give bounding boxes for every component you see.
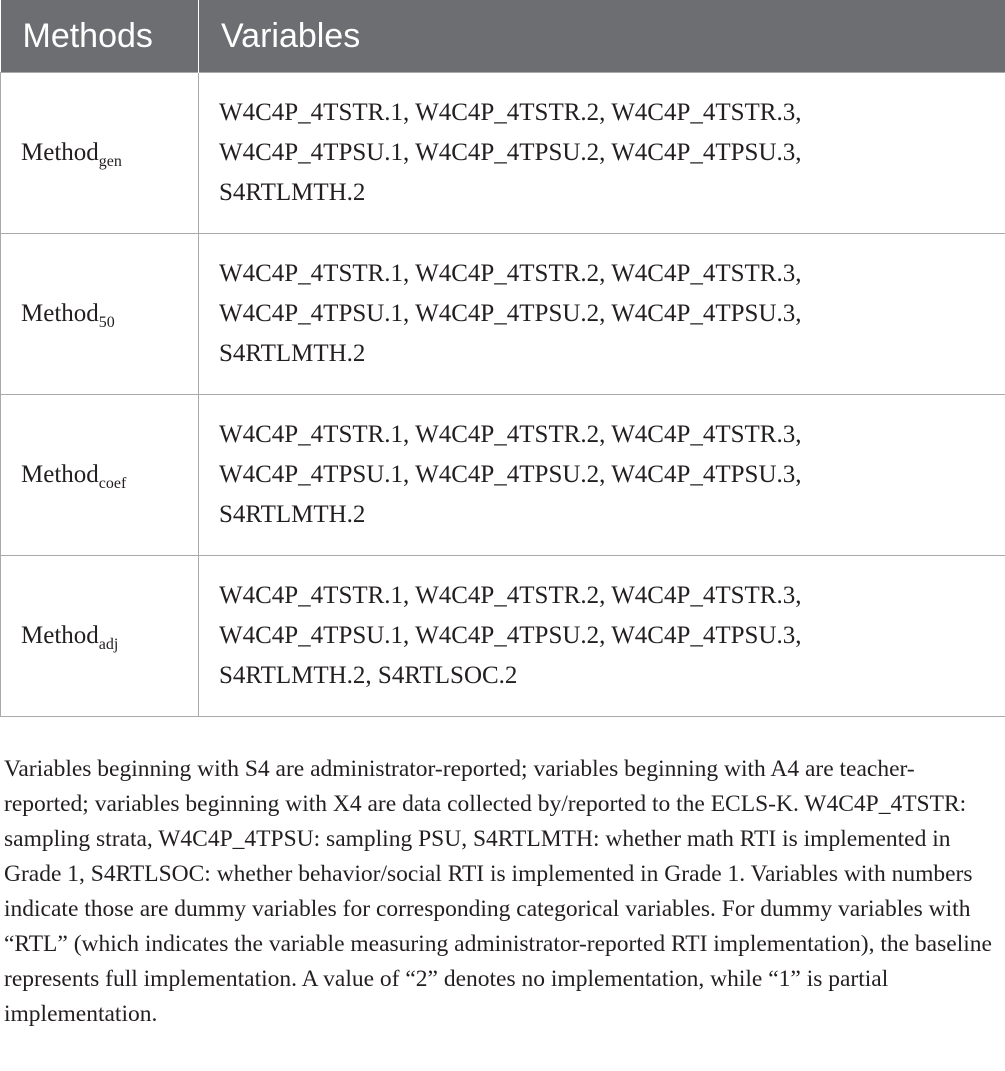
variables-line: W4C4P_4TPSU.1, W4C4P_4TPSU.2, W4C4P_4TPSU.3, <box>219 300 802 327</box>
method-name: Method <box>21 461 99 488</box>
method-subscript: 50 <box>98 314 115 331</box>
method-cell <box>1 234 199 395</box>
table-body <box>1 73 1005 717</box>
method-name: Method <box>21 300 99 327</box>
variables-line: S4RTLMTH.2 <box>219 501 366 528</box>
header-row <box>1 0 1005 73</box>
variables-line: W4C4P_4TSTR.1, W4C4P_4TSTR.2, W4C4P_4TSTR.3, <box>219 582 802 609</box>
method-name: Method <box>21 139 99 166</box>
table-footnote: Variables beginning with S4 are administrator-reported; variables beginning with A4 are teacher-reported; variables beginning with X4 are data collected by/reported to the ECLS-K. W4C4P_4TSTR: sampling strata, W4C4P_4TPSU: sampling PSU, S4RTLMTH: whether math RTI is implemented in Grade 1, S4RTLSOC: whether behavior/social RTI is implemented in Grade 1. Variables with numbers indicate those are dummy variables for corresponding categorical variables. For dummy variables with “RTL” (which indicates the variable measuring administrator-reported RTI implementation), the baseline represents full implementation. A value of “2” denotes no implementation, while “1” is partial implementation. <box>4 755 992 1027</box>
variables-cell <box>199 234 1005 395</box>
variables-line: W4C4P_4TSTR.1, W4C4P_4TSTR.2, W4C4P_4TSTR.3, <box>219 421 802 448</box>
variables-line: W4C4P_4TPSU.1, W4C4P_4TPSU.2, W4C4P_4TPSU.3, <box>219 139 802 166</box>
table-row <box>1 234 1005 395</box>
table-row <box>1 395 1005 556</box>
method-cell <box>1 395 199 556</box>
table-row <box>1 556 1005 717</box>
variables-line: W4C4P_4TPSU.1, W4C4P_4TPSU.2, W4C4P_4TPSU.3, <box>219 622 802 649</box>
variables-cell <box>199 556 1005 717</box>
variables-cell <box>199 395 1005 556</box>
variables-line: S4RTLMTH.2 <box>219 179 366 206</box>
variables-line: S4RTLMTH.2 <box>219 340 366 367</box>
variables-line: S4RTLMTH.2, S4RTLSOC.2 <box>219 662 518 689</box>
method-name: Method <box>21 622 99 649</box>
table-header <box>1 0 1005 73</box>
header-variables: Variables <box>199 0 1005 73</box>
method-cell <box>1 73 199 234</box>
method-cell <box>1 556 199 717</box>
header-methods: Methods <box>1 0 199 73</box>
variables-cell <box>199 73 1005 234</box>
method-subscript: adj <box>98 636 119 653</box>
method-subscript: coef <box>98 475 127 492</box>
variables-line: W4C4P_4TSTR.1, W4C4P_4TSTR.2, W4C4P_4TSTR.3, <box>219 260 802 287</box>
table-row <box>1 73 1005 234</box>
variables-line: W4C4P_4TPSU.1, W4C4P_4TPSU.2, W4C4P_4TPSU.3, <box>219 461 802 488</box>
method-subscript: gen <box>98 153 122 170</box>
variables-line: W4C4P_4TSTR.1, W4C4P_4TSTR.2, W4C4P_4TSTR.3, <box>219 99 802 126</box>
